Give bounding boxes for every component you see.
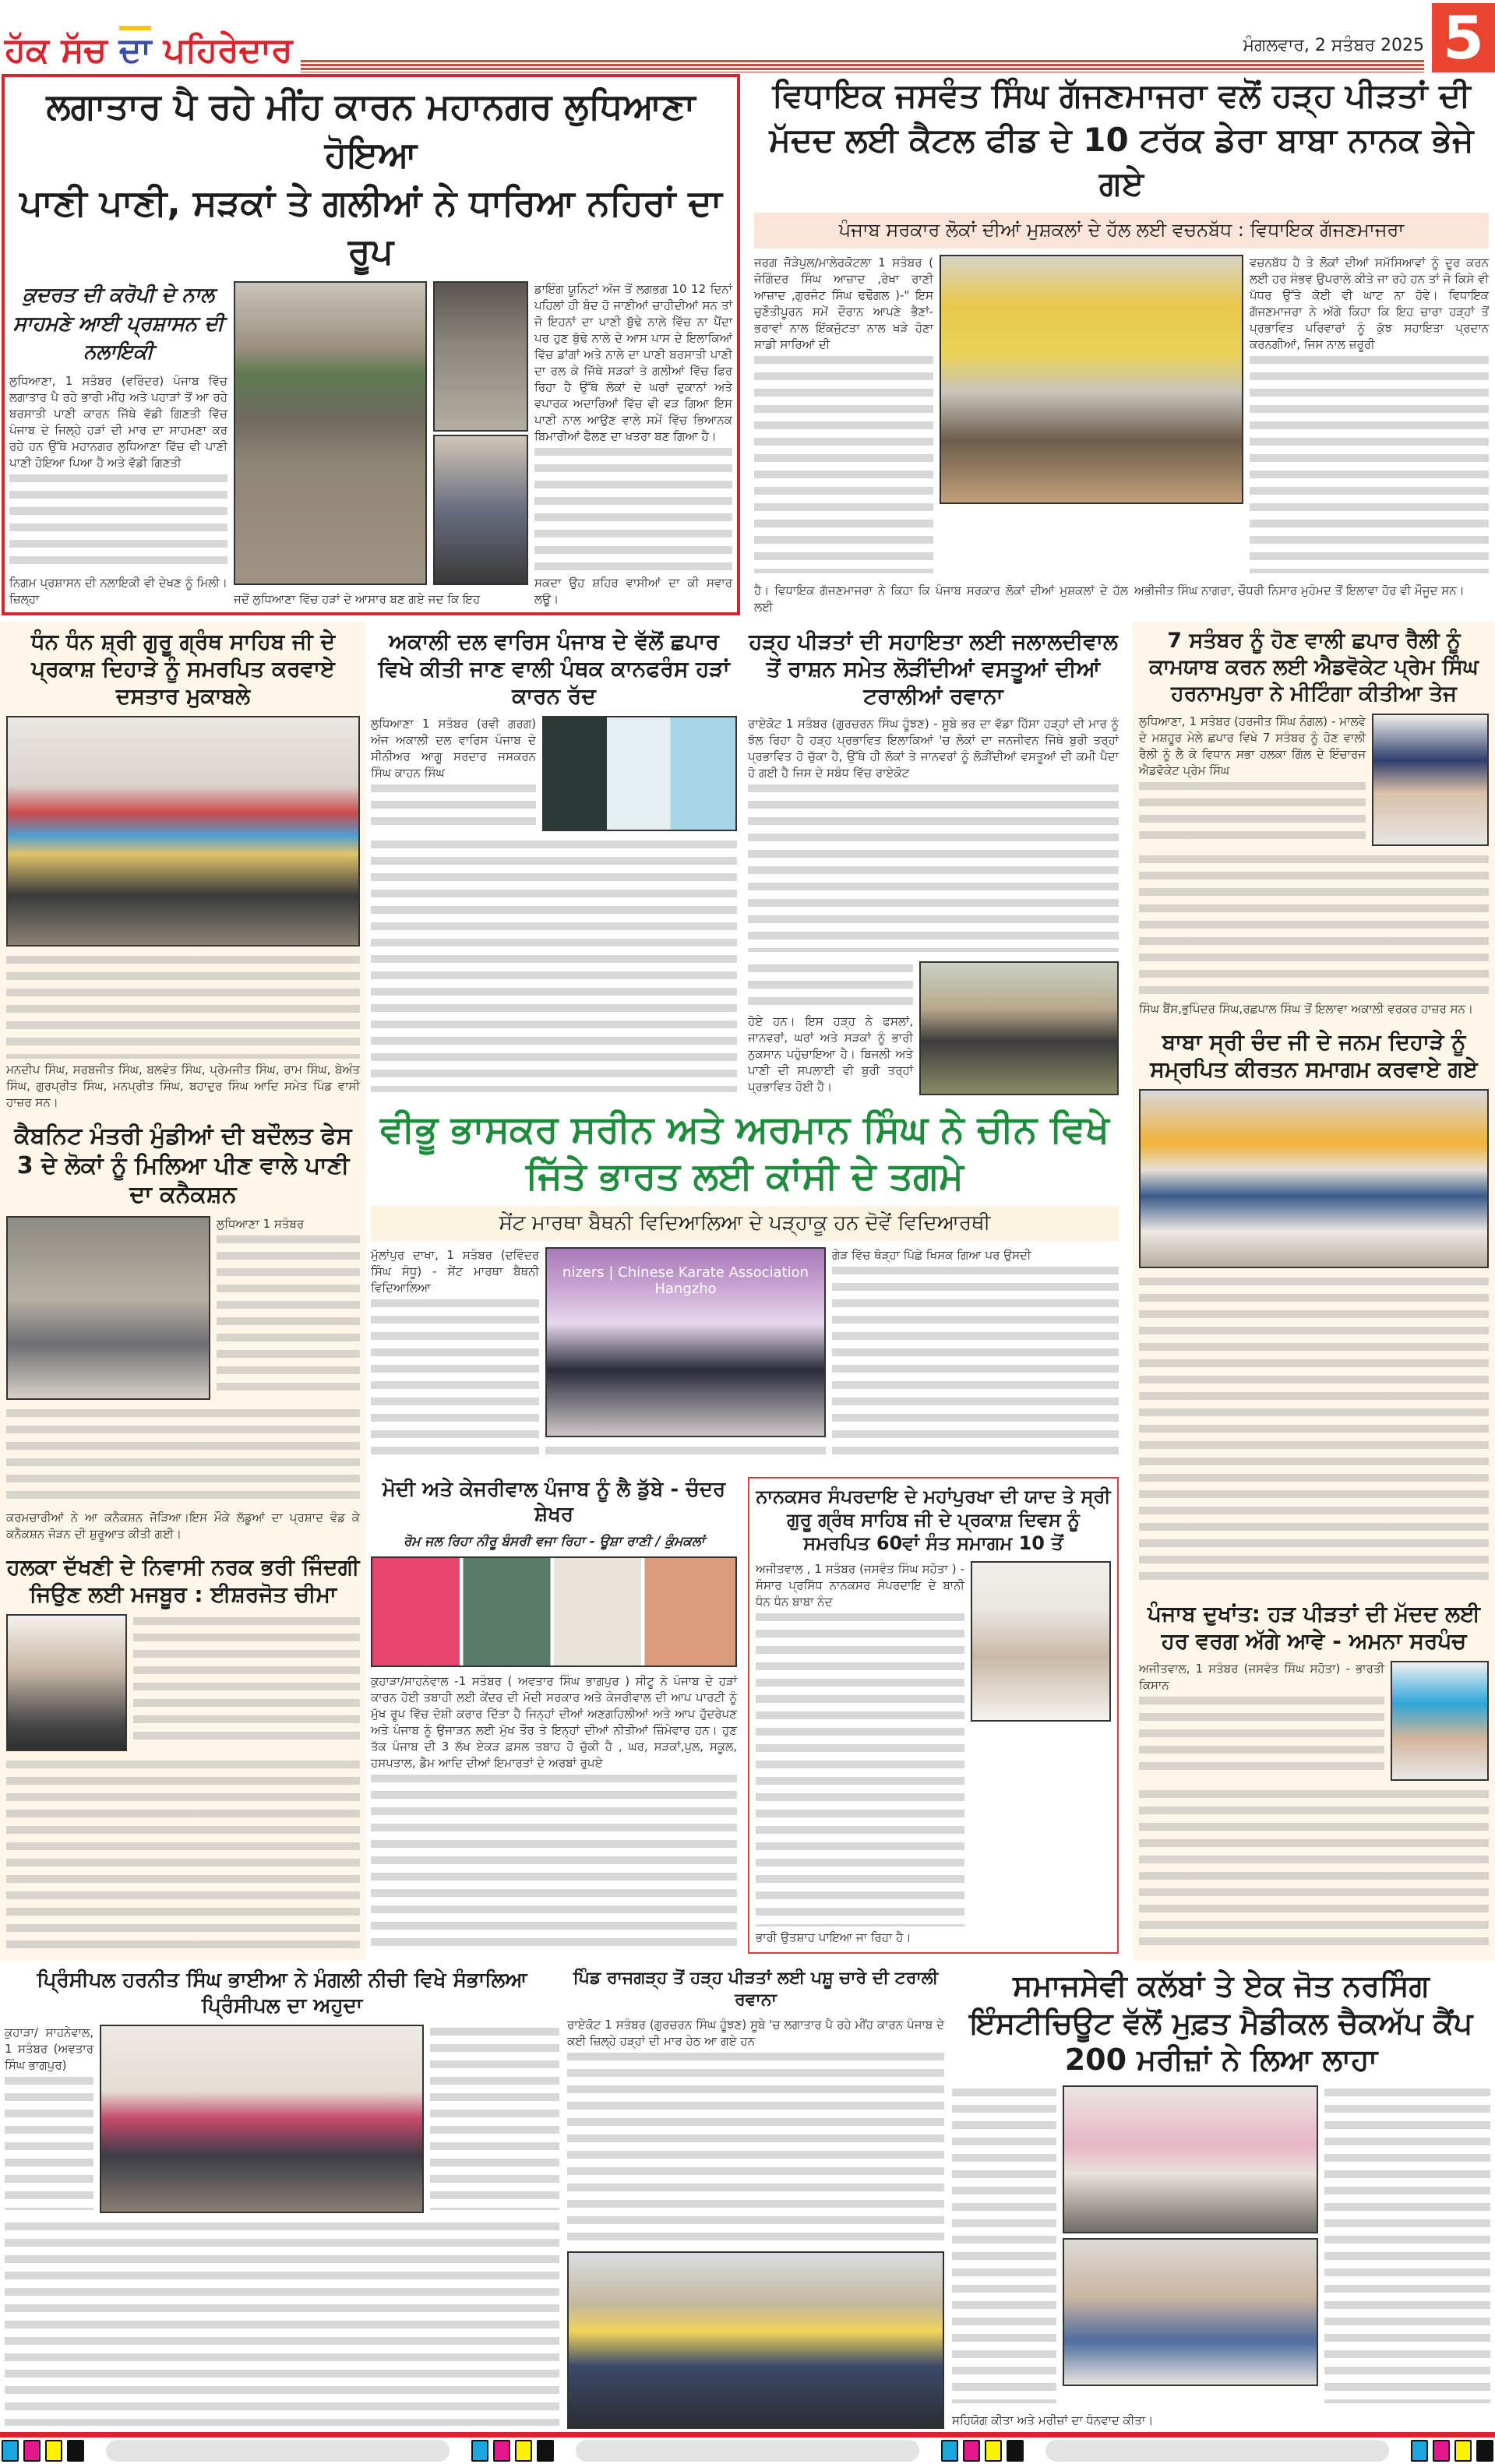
photo-motorcyclists[interactable]: [433, 435, 528, 585]
body-medical-camp-left: [952, 2085, 1056, 2407]
body-cabinet: [6, 1406, 360, 1543]
body-vibhu-col2: [832, 1247, 1119, 1466]
body-text: ਰਾਏਕੋਟ 1 ਸਤੰਬਰ (ਗੁਰਚਰਨ ਸਿੰਘ ਹੂੰਝਣ) - ਸੂਬੇ ਭਰ ਦਾ ਵੱਡਾ ਹਿੱਸਾ ਹੜ੍ਹਾਂ ਦੀ ਮਾਰ ਨੂੰ ਝੱਲ ਰਿਹਾ ਹੈ ਹੜ੍ਹ ਪ੍ਰਭਾਵਿਤ ਇਲਾਕਿਆਂ 'ਚ ਲੋਕਾਂ ਦਾ ਜਨਜੀਵਨ ਜਿੱਥੇ ਬੁਰੀ ਤਰ੍ਹਾਂ ਪ੍ਰਭਾਵਿਤ ਹੋ ਚੁੱਕਾ ਹੈ, ਉੱਥੇ ਹੀ ਲੋਕਾਂ ਤੇ ਜਾਨਵਰਾਂ ਨੂੰ ਲੋੜੀਂਦੀਆਂ ਵਸਤੂਆਂ ਦੀ ਕਮੀ ਪੈਦਾ ਹੋ ਗਈ ਹੈ ਜਿਸ ਦੇ ਸਬੰਧ ਵਿੱਚ ਰਾਏਕੋਟ: [748, 717, 1119, 781]
body-text: ਅਜੀਤਵਾਲ , 1 ਸਤੰਬਰ (ਜਸਵੰਤ ਸਿੰਘ ਸਹੋਤਾ ) - ਸੰਸਾਰ ਪ੍ਰਸਿੱਧ ਨਾਨਕਸਰ ਸੰਪਰਦਾਇ ਦੇ ਬਾਨੀ ਧੰਨ ਧੰਨ ਬਾਬਾ ਨੰਦ: [756, 1561, 964, 1609]
body-text: ਰਾਏਕੋਟ 1 ਸਤੰਬਰ (ਗੁਰਚਰਨ ਸਿੰਘ ਹੂੰਝਣ) ਸੂਬੇ 'ਚ ਲਗਾਤਾਰ ਪੈ ਰਹੇ ਮੀਂਹ ਕਾਰਨ ਪੰਜਾਬ ਦੇ ਕਈ ਜ਼ਿਲ੍ਹੇ ਹੜ੍ਹਾਂ ਦੀ ਮਾਰ ਹੇਠ ਆ ਗਏ ਹਨ: [567, 2018, 944, 2049]
headline-pind-rajgarh: ਪਿੰਡ ਰਾਜਗੜ੍ਹ ਤੋਂ ਹੜ੍ਹ ਪੀੜਤਾਂ ਲਈ ਪਸ਼ੂ ਚਾਰੇ ਦੀ ਟਰਾਲੀ ਰਵਾਨਾ: [573, 1969, 939, 2010]
text-lines: [5, 2077, 93, 2210]
body-cattle-feed-col2: [1250, 255, 1489, 577]
headline-line-2: ਪਾਣੀ ਪਾਣੀ, ਸੜਕਾਂ ਤੇ ਗਲੀਆਂ ਨੇ ਧਾਰਿਆ ਨਹਿਰਾਂ ਦਾ ਰੂਪ: [19, 182, 722, 273]
footer: [0, 2432, 1495, 2464]
subheadline-vibhu: ਸੇਂਟ ਮਾਰਥਾ ਬੈਥਨੀ ਵਿਦਿਆਲਿਆ ਦੇ ਪੜ੍ਹਾਕੂ ਹਨ ਦੋਵੇਂ ਵਿਦਿਆਰਥੀ: [371, 1206, 1119, 1241]
text-lines: [952, 2089, 1056, 2404]
headline-jalaldiwal: ਹੜ੍ਹ ਪੀੜਤਾਂ ਦੀ ਸਹਾਇਤਾ ਲਈ ਜਲਾਲਦੀਵਾਲ ਤੋਂ ਰਾਸ਼ਨ ਸਮੇਤ ਲੋੜੀਂਦੀਆਂ ਵਸਤੂਆਂ ਦੀਆਂ ਟਰਾਲੀਆਂ ਰਵਾਨਾ: [749, 629, 1118, 710]
cyan-mark-icon: [941, 2440, 958, 2462]
registration-marks-1: [2, 2440, 84, 2462]
masthead-rule: [301, 60, 1424, 72]
body-text-end: ਸਕਦਾ ਉਹ ਸ਼ਹਿਰ ਵਾਸੀਆਂ ਦਾ ਕੀ ਸਵਾਰ ਲਊ।: [534, 576, 732, 607]
text-lines: [133, 1617, 360, 1748]
cattle-feed-content: [754, 255, 1489, 577]
body-text: ਹੈ। ਵਿਧਾਇਕ ਗੱਜਣਮਾਜਰਾ ਨੇ ਕਿਹਾ ਕਿ ਪੰਜਾਬ ਸਰਕਾਰ ਲੋਕਾਂ ਦੀਆਂ ਮੁਸ਼ਕਲਾਂ ਦੇ ਹੱਲ ਲਈ: [754, 583, 1128, 615]
bottom-row: [0, 1960, 1495, 2432]
body-jalaldiwal-end: [748, 961, 913, 1095]
body-principal-lower: [5, 2219, 559, 2429]
body-jalaldiwal: [748, 716, 1119, 955]
top-row: [0, 74, 1495, 615]
photo-prem-singh[interactable]: [1372, 714, 1489, 846]
column-1: [0, 622, 366, 1960]
article-medical-camp: [952, 1968, 1490, 2429]
headline-chhapar-rally: 7 ਸਤੰਬਰ ਨੂੰ ਹੋਣ ਵਾਲੀ ਛਪਾਰ ਰੈਲੀ ਨੂੰ ਕਾਮਯਾਬ ਕਰਨ ਲਈ ਐਡਵੋਕੇਟ ਪ੍ਰੇਮ ਸਿੰਘ ਹਰਨਾਮਪੁਰਾ ਨੇ ਮੀਟਿੰਗਾ ਕੀਤੀਆ ਤੇਜ: [1149, 629, 1479, 706]
body-text: ਕੁਹਾੜਾ/ਸਾਹਨੇਵਾਲ -1 ਸਤੰਬਰ ( ਅਵਤਾਰ ਸਿੰਘ ਭਾਗਪੁਰ ) ਸੀਟੂ ਨੇ ਪੰਜਾਬ ਦੇ ਹੜਾਂ ਕਾਰਨ ਹੋਈ ਤਬਾਹੀ ਲਈ ਕੇਂਦਰ ਦੀ ਮੋਦੀ ਸਰਕਾਰ ਅਤੇ ਕੇਜਰੀਵਾਲ ਦੀ ਆਪ ਪਾਰਟੀ ਨੂੰ ਮੁੱਖ ਰੂਪ ਵਿੱਚ ਦੋਸ਼ੀ ਕਰਾਰ ਦਿੱਤਾ ਹੈ ਜਿਨ੍ਹਾਂ ਦੀਆਂ ਅਣਗਹਿਲੀਆਂ ਅਤੇ ਆਪ ਹੁੱਦਰੇਪਣ ਅਤੇ ਪੰਜਾਬ ਨੂੰ ਉਜਾੜਨ ਲਈ ਮੁੱਖ ਤੌਰ ਤੇ ਇਨ੍ਹਾਂ ਦੀਆਂ ਨੀਤੀਆਂ ਜ਼ਿੰਮੇਵਾਰ ਹਨ। ਹੁਣ ਤੱਕ ਪੰਜਾਬ ਦੀ 3 ਲੱਖ ਏਕੜ ਫ਼ਸਲ ਤਬਾਹ ਹੋ ਚੁੱਕੀ ਹੈ , ਘਰ, ਸੜਕਾਂ,ਪੁਲ, ਸਕੂਲ, ਹਸਪਤਾਲ, ਡੈਮ ਆਦਿ ਦੀਆਂ ਇਮਾਰਤਾਂ ਦੇ ਅਰਬਾਂ ਰੁਪਏ: [371, 1674, 737, 1771]
body-text-end: ਭਾਰੀ ਉਤਸ਼ਾਹ ਪਾਇਆ ਜਾ ਰਿਹਾ ਹੈ।: [756, 1930, 911, 1945]
body-vibhu-col1: [371, 1247, 539, 1466]
column-4: [1133, 622, 1495, 1960]
article-cattle-feed: [754, 74, 1489, 615]
black-mark-icon: [67, 2440, 84, 2462]
text-lines: [371, 841, 737, 1092]
headline-line-1: ਲਗਾਤਾਰ ਪੈ ਰਹੇ ਮੀਂਹ ਕਾਰਨ ਮਹਾਨਗਰ ਲੁਧਿਆਣਾ ਹੋਇਆ: [46, 85, 696, 176]
headline-cattle-feed: [754, 74, 1489, 206]
body-medical-camp-lower: [952, 2413, 1490, 2429]
body-pind-rajgarh: [567, 2017, 944, 2245]
body-cabinet-side: [217, 1216, 360, 1400]
body-punjab-dukhant: [1139, 1661, 1384, 1781]
text-lines: [1139, 1697, 1384, 1778]
middle-section: [0, 622, 1495, 1960]
body-baba-sri-chand: [1139, 1274, 1489, 1589]
body-text: ਲੁਧਿਆਣਾ, 1 ਸਤੰਬਰ (ਵਰਿੰਦਰ) ਪੰਜਾਬ ਵਿੱਚ ਲਗਾਤਾਰ ਪੈ ਰਹੇ ਭਾਰੀ ਮੀਂਹ ਅਤੇ ਪਹਾੜਾਂ ਤੋਂ ਆ ਰਹੇ ਬਰਸਾਤੀ ਪਾਣੀ ਕਾਰਨ ਜਿੱਥੇ ਵੱਡੀ ਗਿਣਤੀ ਵਿੱਚ ਪੰਜਾਬ ਦੇ ਜਿਲ੍ਹੇ ਹੜਾਂ ਦੀ ਮਾਰ ਦਾ ਸਾਹਮਣਾ ਕਰ ਰਹੇ ਹਨ ਉੱਥੇ ਮਹਾਨਗਰ ਲੁਧਿਆਣਾ ਵਿੱਚ ਵੀ ਪਾਣੀ ਪਾਣੀ ਹੋਇਆ ਪਿਆ ਹੈ ਅਤੇ ਵੱਡੀ ਗਿਣਤੀ: [9, 373, 227, 470]
masthead-right: [301, 36, 1424, 72]
ludhiana-rain-content: [9, 281, 732, 608]
subheadline-ludhiana-rain: ਕੁਦਰਤ ਦੀ ਕਰੋਪੀ ਦੇ ਨਾਲ ਸਾਹਮਣੇ ਆਈ ਪ੍ਰਸ਼ਾਸਨ ਦੀ ਨਲਾਇਕੀ: [12, 284, 224, 365]
headline-medical-camp: ਸਮਾਜਸੇਵੀ ਕਲੱਬਾਂ ਤੇ ਏਕ ਜੋਤ ਨਰਸਿੰਗ ਇੰਸਟੀਚਿਊਟ ਵੱਲੋਂ ਮੁਫ਼ਤ ਮੈਡੀਕਲ ਚੈਕਅੱਪ ਕੈਂਪ 200 ਮਰੀਜ਼ਾਂ ਨੇ ਲਿਆ ਲਾਹਾ: [969, 1969, 1473, 2078]
body-text: ਜਦੋਂ ਲੁਧਿਆਣਾ ਵਿੱਚ ਹੜਾਂ ਦੇ ਆਸਾਰ ਬਣ ਗਏ ਜਦ ਕਿ ਇਹ: [234, 592, 481, 607]
photo-kirtan-samagam[interactable]: [1139, 1089, 1489, 1268]
photo-medical-camp-1[interactable]: [1063, 2085, 1318, 2233]
footer-gray-bar-1: [106, 2440, 450, 2462]
headline-line-1: ਵਿਧਾਇਕ ਜਸਵੰਤ ਸਿੰਘ ਗੱਜਣਮਾਜਰਾ ਵਲੋਂ ਹੜ੍ਹ ਪੀੜਤਾਂ ਦੀ: [772, 76, 1471, 115]
body-chhapar-rally-lower: [1139, 852, 1489, 1018]
body-text: ਕਰਮਚਾਰੀਆਂ ਨੇ ਆ ਕਨੈਕਸ਼ਨ ਜੋੜਿਆ।ਇਸ ਮੌਕੇ ਲੱਡੂਆਂ ਦਾ ਪ੍ਰਸ਼ਾਦ ਵੰਡ ਕੇ ਕਨੈਕਸ਼ਨ ਜੋੜਨ ਦੀ ਸ਼ੁਰੂਆਤ ਕੀਤੀ ਗਈ।: [6, 1510, 360, 1542]
body-text: ਸਹਿਯੋਗ ਕੀਤਾ ਅਤੇ ਮਰੀਜ਼ਾਂ ਦਾ ਧੰਨਵਾਦ ਕੀਤਾ।: [952, 2413, 1154, 2428]
body-text: ਲੁਧਿਆਣਾ 1 ਸਤੰਬਰ (ਰਵੀ ਗਰਗ) ਅੱਜ ਅਕਾਲੀ ਦਲ ਵਾਰਿਸ ਪੰਜਾਬ ਦੇ ਸੀਨੀਅਰ ਆਗੂ ਸਰਦਾਰ ਜਸਕਰਨ ਸਿੰਘ ਕਾਹਨ ਸਿੰਘ: [371, 717, 536, 781]
body-cattle-feed-bottom-right: [1134, 583, 1489, 615]
black-mark-icon: [1476, 2440, 1493, 2462]
registration-marks-4: [1411, 2440, 1493, 2462]
logo-text-2: ਦਾ: [119, 26, 152, 70]
photo-cattle-feed-trucks[interactable]: [940, 255, 1243, 504]
article-chhapar-rally: [1139, 628, 1489, 1017]
photo-karate-medalists[interactable]: [545, 1247, 826, 1437]
magenta-mark-icon: [493, 2440, 510, 2462]
headline-punjab-dukhant: ਪੰਜਾਬ ਦੁਖਾਂਤ: ਹੜ ਪੀੜਤਾਂ ਦੀ ਮੱਦਦ ਲਈ ਹਰ ਵਰਗ ਅੱਗੇ ਆਵੇ - ਅਮਨਾ ਸਰਪੰਚ: [1147, 1601, 1481, 1655]
headline-modi-kejriwal: ਮੋਦੀ ਅਤੇ ਕੇਜਰੀਵਾਲ ਪੰਜਾਬ ਨੂੰ ਲੈ ਡੁੱਬੇ - ਚੰਦਰ ਸ਼ੇਖਰ: [382, 1477, 726, 1527]
body-akali: [371, 837, 737, 1095]
text-lines: [371, 1775, 737, 1951]
article-pind-rajgarh: [567, 1968, 944, 2429]
text-lines: [1250, 356, 1489, 574]
subheadline-cattle-feed: ਪੰਜਾਬ ਸਰਕਾਰ ਲੋਕਾਂ ਦੀਆਂ ਮੁਸ਼ਕਲਾਂ ਦੇ ਹੱਲ ਲਈ ਵਚਨਬੱਧ : ਵਿਧਾਇਕ ਗੱਜਣਮਾਜਰਾ: [754, 213, 1489, 249]
article-punjab-dukhant: [1139, 1600, 1489, 1954]
body-modi-kejriwal: [371, 1673, 737, 1954]
text-lines: [545, 1447, 826, 1463]
body-principal-right: [430, 2025, 559, 2213]
article-baba-sri-chand: [1139, 1028, 1489, 1589]
text-lines: [567, 2053, 944, 2242]
text-lines: [832, 1267, 1119, 1463]
text-lines: [756, 1613, 964, 1927]
article-nanaksar: [748, 1477, 1119, 1955]
body-akali-end: ਸਿੰਘ ਬੈਂਸ,ਭੁਪਿੰਦਰ ਸਿੰਘ,ਰਛਪਾਲ ਸਿੰਘ ਤੋਂ ਇਲਾਵਾ ਅਕਾਲੀ ਵਰਕਰ ਹਾਜ਼ਰ ਸਨ।: [1139, 1002, 1474, 1017]
body-ludhiana-rain-col1: [9, 373, 227, 608]
text-lines: [748, 964, 913, 1010]
logo-text-1: ਹੱਕ ਸੱਚ: [5, 30, 108, 70]
photo-fodder-trolley[interactable]: [567, 2251, 944, 2429]
body-text: ਵਚਨਬੱਧ ਹੈ ਤੇ ਲੋਕਾਂ ਦੀਆਂ ਸਮੱਸਿਆਵਾਂ ਨੂੰ ਦੂਰ ਕਰਨ ਲਈ ਹਰ ਸੰਭਵ ਉਪਰਾਲੇ ਕੀਤੇ ਜਾ ਰਹੇ ਹਨ ਤਾਂ ਜੋ ਕਿਸੇ ਵੀ ਪੱਧਰ ਉੱਤੇ ਕੋਈ ਵੀ ਘਾਟ ਨਾ ਹੋਵੇ। ਵਿਧਾਇਕ ਗੱਜਣਮਾਜਰਾ ਨੇ ਅੱਗੇ ਕਿਹਾ ਕਿ ਇਹ ਚਾਰਾ ਹੜ੍ਹਾਂ ਤੋਂ ਪ੍ਰਭਾਵਿਤ ਪਰਿਵਾਰਾਂ ਨੂੰ ਕੁੱਝ ਸਹਾਇਤਾ ਪ੍ਰਦਾਨ ਕਰਨਗੀਆਂ, ਜਿਸ ਨਾਲ ਜ਼ਰੂਰੀ: [1250, 255, 1489, 351]
photo-ishrjot-cheema[interactable]: [6, 1614, 127, 1751]
magenta-mark-icon: [963, 2440, 980, 2462]
text-lines: [371, 1299, 539, 1463]
text-lines: [1139, 782, 1366, 843]
text-lines: [6, 1761, 360, 1951]
masthead: [0, 0, 1495, 74]
black-mark-icon: [537, 2440, 554, 2462]
article-modi-kejriwal: [371, 1477, 737, 1955]
page-number: 5: [1443, 3, 1484, 72]
text-lines: [1139, 855, 1489, 999]
footer-gray-bar-2: [576, 2440, 919, 2462]
body-text: ਗੇੜ ਵਿੱਚ ਥੋੜ੍ਹਾ ਪਿੱਛੇ ਖਿਸਕ ਗਿਆ ਪਰ ਉਸਦੀ: [832, 1247, 1031, 1262]
registration-marks-2: [471, 2440, 554, 2462]
article-dastar: [6, 628, 360, 1111]
photo-sant[interactable]: [971, 1561, 1111, 1722]
headline-dastar: ਧੰਨ ਧੰਨ ਸ਼੍ਰੀ ਗੁਰੂ ਗ੍ਰੰਥ ਸਾਹਿਬ ਜੀ ਦੇ ਪ੍ਰਕਾਸ਼ ਦਿਹਾੜੇ ਨੂੰ ਸਮਰਪਿਤ ਕਰਵਾਏ ਦਸਤਾਰ ਮੁਕਾਬਲੇ: [31, 629, 335, 710]
headline-baba-sri-chand: ਬਾਬਾ ਸ੍ਰੀ ਚੰਦ ਜੀ ਦੇ ਜਨਮ ਦਿਹਾੜੇ ਨੂੰ ਸਮ੍ਰਪਿਤ ਕੀਰਤਨ ਸਮਾਗਮ ਕਰਵਾਏ ਗਏ: [1150, 1029, 1478, 1083]
body-akali-left: [371, 716, 536, 831]
text-lines: [754, 356, 933, 574]
body-text: ਲੁਧਿਆਣਾ 1 ਸਤੰਬਰ: [217, 1216, 305, 1231]
article-ludhiana-rain: [2, 74, 740, 615]
ludhiana-rain-col1: [9, 281, 227, 608]
cyan-mark-icon: [471, 2440, 488, 2462]
middle-top-row: [371, 628, 1119, 1095]
ludhiana-rain-photos: [234, 281, 528, 608]
yellow-mark-icon: [1454, 2440, 1472, 2462]
body-ludhiana-rain-col2: [534, 281, 732, 608]
text-lines: [5, 2223, 559, 2426]
middle-columns: [366, 622, 1123, 1960]
photo-amna-sarpanch[interactable]: [1391, 1661, 1489, 1781]
body-text: ਜਰਗ ਜੋੜੇਪੁਲ/ਮਾਲੇਰਕੋਟਲਾ 1 ਸਤੰਬਰ ( ਜੋਗਿੰਦਰ ਸਿੰਘ ਆਜ਼ਾਦ ,ਰੇਖਾ ਰਾਣੀ ਆਜ਼ਾਦ ,ਗੁਰਜੰਟ ਸਿੰਘ ਢਢੌਗਲ )-" ਇਸ ਚੁਣੌਤੀਪੂਰਨ ਸਮੇਂ ਦੌਰਾਨ ਆਪਣੇ ਭੈਣਾਂ-ਭਰਾਵਾਂ ਨਾਲ ਇੱਕਜੁੱਟਤਾ ਨਾਲ ਖੜੇ ਹੋਣਾ ਸਾਡੀ ਸਾਰਿਆਂ ਦੀ: [754, 255, 933, 351]
body-cattle-feed-col1: [754, 255, 933, 577]
photo-akali-leaders[interactable]: [542, 716, 737, 831]
article-principal: [5, 1968, 559, 2429]
photo-banner-text: nizers | Chinese Karate Association Hangzho: [562, 1264, 809, 1297]
article-hakka: [6, 1553, 360, 1954]
subheadline-modi-kejriwal: ਰੋਮ ਜਲ ਰਿਹਾ ਨੀਰੂ ਬੰਸਰੀ ਵਜਾ ਰਿਹਾ - ਊਸ਼ਾ ਰਾਣੀ / ਕੁੰਮਕਲਾਂ: [403, 1533, 705, 1549]
text-lines: [748, 784, 1119, 952]
body-text: ਮਨਦੀਪ ਸਿੰਘ, ਸਰਬਜੀਤ ਸਿੰਘ, ਬਲਵੰਤ ਸਿੰਘ, ਪ੍ਰੇਮਜੀਤ ਸਿੰਘ, ਰਾਮ ਸਿੰਘ, ਬੇਅੰਤ ਸਿੰਘ, ਗੁਰਪ੍ਰੀਤ ਸਿੰਘ, ਮਨਪ੍ਰੀਤ ਸਿੰਘ, ਬਹਾਦੁਰ ਸਿੰਘ ਆਦਿ ਸਮੇਤ ਪਿੰਡ ਵਾਸੀ ਹਾਜ਼ਰ ਸਨ।: [6, 1063, 360, 1110]
body-text: ਕੁਹਾੜਾ/ ਸਾਹਨੇਵਾਲ, 1 ਸਤੰਬਰ (ਅਵਤਾਰ ਸਿੰਘ ਭਾਗਪੁਰ): [5, 2025, 93, 2073]
headline-akali: ਅਕਾਲੀ ਦਲ ਵਾਰਿਸ ਪੰਜਾਬ ਦੇ ਵੱਲੋਂ ਛਪਾਰ ਵਿਖੇ ਕੀਤੀ ਜਾਣ ਵਾਲੀ ਪੰਥਕ ਕਾਨਫਰੰਸ ਹੜਾਂ ਕਾਰਨ ਰੱਦ: [378, 629, 730, 710]
headline-line-2: ਮੱਦਦ ਲਈ ਕੈਟਲ ਫੀਡ ਦੇ 10 ਟਰੱਕ ਡੇਰਾ ਬਾਬਾ ਨਾਨਕ ਭੇਜੇ ਗਏ: [769, 120, 1474, 203]
headline-vibhu: ਵੀਭੂ ਭਾਸਕਰ ਸਰੀਨ ਅਤੇ ਅਰਮਾਨ ਸਿੰਘ ਨੇ ਚੀਨ ਵਿਖੇ ਜਿੱਤੇ ਭਾਰਤ ਲਈ ਕਾਂਸੀ ਦੇ ਤਗਮੇ: [380, 1108, 1109, 1199]
body-punjab-dukhant-lower: [1139, 1787, 1489, 1954]
body-chhapar-rally: [1139, 714, 1366, 846]
article-jalaldiwal: [748, 628, 1119, 1095]
text-lines: [217, 1236, 360, 1397]
body-text: ਡਾਇੰਗ ਯੂਨਿਟਾਂ ਅੱਜ ਤੋਂ ਲਗਭਗ 10 12 ਦਿਨਾਂ ਪਹਿਲਾਂ ਹੀ ਬੰਦ ਹੋ ਜਾਣੀਆਂ ਚਾਹੀਦੀਆਂ ਸਨ ਤਾਂ ਜੋ ਇਹਨਾਂ ਦਾ ਪਾਣੀ ਬੁੱਢੇ ਨਾਲੇ ਵਿੱਚ ਨਾ ਪੈਂਦਾ ਪਰ ਹੁਣ ਬੁੱਢੇ ਨਾਲੇ ਦੇ ਆਸ ਪਾਸ ਦੇ ਇਲਾਕਿਆਂ ਵਿੱਚ ਡਾਂਗਾਂ ਅਤੇ ਨਾਲੇ ਦਾ ਪਾਣੀ ਬਰਸਾਤੀ ਪਾਣੀ ਦਾ ਰਲ ਕੇ ਜਿੱਥੇ ਸੜਕਾਂ ਤੇ ਗਲੀਆਂ ਵਿੱਚ ਫਿਰ ਰਿਹਾ ਹੈ ਉੱਥੇ ਲੋਕਾਂ ਦੇ ਘਰਾਂ ਦੁਕਾਨਾਂ ਅਤੇ ਵਪਾਰਕ ਅਦਾਰਿਆਂ ਵਿੱਚ ਵੀ ਵੜ ਗਿਆ ਇਸ ਪਾਣੀ ਨਾਲ ਆਉਣ ਵਾਲੇ ਸਮੇਂ ਵਿੱਚ ਭਿਆਨਕ ਬਿਮਾਰੀਆਂ ਫੈਲਣ ਦਾ ਖਤਰਾ ਬਣ ਗਿਆ ਹੈ।: [534, 282, 732, 444]
yellow-mark-icon: [45, 2440, 62, 2462]
text-lines: [1139, 1790, 1489, 1951]
text-lines: [6, 1409, 360, 1507]
footer-red-rule: [0, 2432, 1495, 2438]
text-lines: [430, 2028, 559, 2210]
photo-flooded-lane[interactable]: [433, 281, 528, 432]
body-text: ਅਜੀਤਵਾਲ, 1 ਸਤੰਬਰ (ਜਸਵੰਤ ਸਿੰਘ ਸਹੋਤਾ) - ਭਾਰਤੀ ਕਿਸਾਨ: [1139, 1662, 1384, 1693]
text-lines: [1324, 2089, 1490, 2404]
issue-date: ਮੰਗਲਵਾਰ, 2 ਸਤੰਬਰ 2025: [1243, 36, 1424, 55]
photo-principal-welcome[interactable]: [100, 2025, 424, 2213]
headline-nanaksar: ਨਾਨਕਸਰ ਸੰਪਰਦਾਇ ਦੇ ਮਹਾਂਪੁਰਖਾ ਦੀ ਯਾਦ ਤੇ ਸ੍ਰੀ ਗੁਰੂ ਗ੍ਰੰਥ ਸਾਹਿਬ ਜੀ ਦੇ ਪ੍ਰਕਾਸ਼ ਦਿਵਸ ਨੂੰ ਸਮਰਪਿਤ 60ਵਾਂ ਸੰਤ ਸਮਾਗਮ 10 ਤੋਂ: [756, 1485, 1111, 1554]
cyan-mark-icon: [2, 2440, 19, 2462]
article-vibhu: [371, 1106, 1119, 1466]
body-hakka-side: [133, 1614, 360, 1751]
body-text: ਹੋਏ ਹਨ। ਇਸ ਹੜ੍ਹ ਨੇ ਫਸਲਾਂ, ਜਾਨਵਰਾਂ, ਘਰਾਂ ਅਤੇ ਸੜਕਾਂ ਨੂੰ ਭਾਰੀ ਨੁਕਸਾਨ ਪਹੁੰਚਾਇਆ ਹੈ। ਬਿਜਲੀ ਅਤੇ ਪਾਣੀ ਦੀ ਸਪਲਾਈ ਵੀ ਬੁਰੀ ਤਰ੍ਹਾਂ ਪ੍ਰਭਾਵਿਤ ਹੋਈ ਹੈ।: [748, 1014, 913, 1095]
body-text: ਲੁਧਿਆਣਾ, 1 ਸਤੰਬਰ (ਹਰਜੀਤ ਸਿੰਘ ਨੰਗਲ) - ਮਾਲਵੇ ਦੇ ਮਸ਼ਹੂਰ ਮੇਲੇ ਛਪਾਰ ਵਿਖੇ 7 ਸਤੰਬਰ ਨੂੰ ਹੋਣ ਵਾਲੀ ਰੈਲੀ ਨੂੰ ਲੈ ਕੇ ਵਿਧਾਨ ਸਭਾ ਹਲਕਾ ਗਿੱਲ ਦੇ ਇੰਚਾਰਜ ਐਡਵੋਕੇਟ ਪ੍ਰੇਮ ਸਿੰਘ: [1139, 714, 1366, 777]
headline-hakka: ਹਲਕਾ ਦੱਖਣੀ ਦੇ ਨਿਵਾਸੀ ਨਰਕ ਭਰੀ ਜਿੰਦਗੀ ਜਿਉਣ ਲਈ ਮਜਬੂਰ : ਈਸ਼ਰਜੋਤ ਚੀਮਾ: [6, 1554, 360, 1608]
body-text-end: ਨਿਗਮ ਪ੍ਰਸ਼ਾਸਨ ਦੀ ਨਲਾਇਕੀ ਵੀ ਦੇਖਣ ਨੂੰ ਮਿਲੀ। ਜ਼ਿਲ੍ਹਾ: [9, 576, 227, 607]
body-vibhu-lower: [545, 1444, 826, 1466]
page-number-box: [1432, 3, 1495, 72]
text-lines: [534, 448, 732, 572]
body-text: ਅਭੀਜੀਤ ਸਿੰਘ ਨਾਗਰਾ, ਚੌਧਰੀ ਨਿਸਾਰ ਮੁਹੰਮਦ ਤੋਂ ਇਲਾਵਾ ਹੋਰ ਵੀ ਮੌਜੂਦ ਸਨ।: [1134, 583, 1465, 598]
text-lines: [371, 784, 536, 828]
cyan-mark-icon: [1411, 2440, 1428, 2462]
headline-ludhiana-rain: [9, 82, 732, 275]
registration-marks-3: [941, 2440, 1024, 2462]
photo-water-connection[interactable]: [6, 1216, 210, 1400]
body-principal-left: [5, 2025, 93, 2213]
headline-cabinet: ਕੈਬਨਿਟ ਮੰਤਰੀ ਮੁੰਡੀਆਂ ਦੀ ਬਦੌਲਤ ਫੇਸ 3 ਦੇ ਲੋਕਾਂ ਨੂੰ ਮਿਲਿਆ ਪੀਣ ਵਾਲੇ ਪਾਣੀ ਦਾ ਕਨੈਕਸ਼ਨ: [14, 1123, 352, 1209]
photo-medical-camp-2[interactable]: [1063, 2238, 1318, 2386]
article-cabinet: [6, 1122, 360, 1542]
article-akali: [371, 628, 737, 1095]
yellow-mark-icon: [985, 2440, 1002, 2462]
body-dastar: [6, 953, 360, 1111]
body-nanaksar: [756, 1561, 964, 1947]
text-lines: [6, 956, 360, 1059]
yellow-mark-icon: [515, 2440, 532, 2462]
body-medical-camp-right: [1324, 2085, 1490, 2407]
photo-relief-trolleys[interactable]: [919, 961, 1119, 1095]
masthead-logo[interactable]: [5, 28, 293, 72]
photo-flooded-street[interactable]: [234, 281, 427, 585]
middle-bottom-row: [371, 1477, 1119, 1955]
logo-text-3: ਪਹਿਰੇਦਾਰ: [163, 30, 293, 70]
footer-marks: [0, 2438, 1495, 2464]
black-mark-icon: [1007, 2440, 1024, 2462]
body-ludhiana-rain-mid: [234, 591, 528, 608]
body-cattle-feed-bottom-left: [754, 583, 1128, 615]
body-text: ਮੁੱਲਾਂਪੁਰ ਦਾਖਾ, 1 ਸਤੰਬਰ (ਦਵਿੰਦਰ ਸਿੰਘ ਸੰਧੂ) - ਸੇਂਟ ਮਾਰਥਾ ਬੈਥਨੀ ਵਿਦਿਆਲਿਆ: [371, 1247, 539, 1295]
photo-speakers-row[interactable]: [371, 1556, 737, 1667]
text-lines: [1139, 1278, 1489, 1586]
body-hakka: [6, 1757, 360, 1954]
footer-gray-bar-3: [1045, 2440, 1389, 2462]
headline-principal: ਪ੍ਰਿੰਸੀਪਲ ਹਰਨੀਤ ਸਿੰਘ ਭਾਈਆ ਨੇ ਮੰਗਲੀ ਨੀਚੀ ਵਿਖੇ ਸੰਭਾਲਿਆ ਪ੍ਰਿੰਸੀਪਲ ਦਾ ਅਹੁਦਾ: [37, 1969, 527, 2018]
magenta-mark-icon: [23, 2440, 41, 2462]
cattle-feed-bottom: [754, 583, 1489, 615]
photo-dastar-winners[interactable]: [6, 716, 360, 946]
text-lines: [9, 474, 227, 573]
magenta-mark-icon: [1433, 2440, 1450, 2462]
